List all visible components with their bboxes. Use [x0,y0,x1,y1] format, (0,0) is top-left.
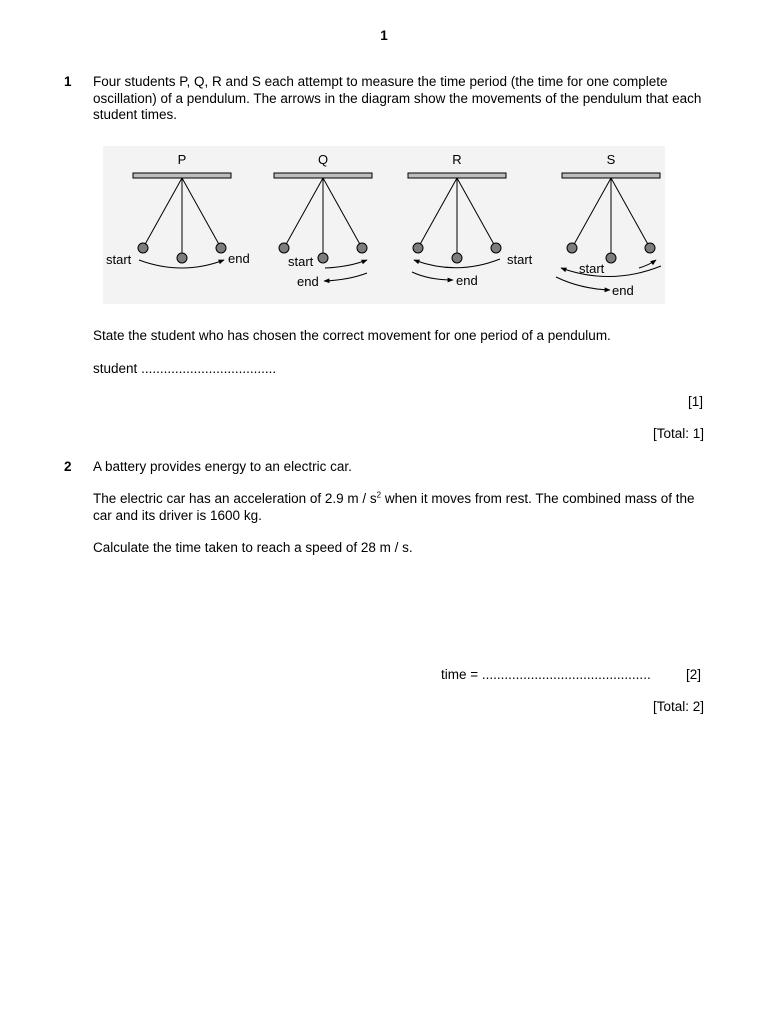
question-2-answer-line[interactable] [441,667,651,682]
question-2-line-1: A battery provides energy to an electric car. [93,459,352,474]
panel-r-end-label: end [456,273,478,288]
question-2-number: 2 [64,459,72,474]
panel-label-p: P [177,152,187,167]
question-2-line-3: Calculate the time taken to reach a speed of 28 m / s. [93,540,413,555]
answer-label-student: student [93,361,138,376]
question-2-line-2-pre: The electric car has an acceleration of 2.9 m / s [93,491,377,506]
question-1-prompt: State the student who has chosen the correct movement for one period of a pendulum. [93,328,611,343]
page-number: 1 [380,28,388,43]
question-1-marks: [1] [687,394,703,409]
panel-q-start-label: start [288,254,314,269]
panel-s-start-label: start [579,261,605,276]
panel-q-end-label: end [297,274,319,289]
question-1-total: [Total: 1] [652,426,704,441]
panel-p-start-label: start [106,252,132,267]
panel-r-start-label: start [507,252,533,267]
panel-p-end-label: end [228,251,250,266]
squared-superscript: 2 [376,490,382,500]
question-1-answer-line[interactable] [93,361,276,376]
panel-label-q: Q [317,152,329,167]
question-1-number: 1 [64,74,72,89]
pendulum-diagram [103,146,665,304]
question-2-line-2 [93,491,708,524]
question-2-marks: [2] [686,667,702,682]
panel-label-s: S [606,152,616,167]
question-2-total: [Total: 2] [652,699,704,714]
question-2-line-2-post: when it moves from rest. The combined mass of the car and its driver is 1600 kg. [93,491,695,523]
answer-dots-time: ............................................. [481,667,651,682]
question-1-intro: Four students P, Q, R and S each attempt to measure the time period (the time for one complete oscillation) of a pendulum. The arrows in the diagram show the movements of the pendulum that each student times. [93,74,702,122]
answer-dots: .................................... [141,361,277,376]
panel-s-end-label: end [612,283,634,298]
answer-label-time: time = [441,667,479,682]
panel-label-r: R [452,152,462,167]
